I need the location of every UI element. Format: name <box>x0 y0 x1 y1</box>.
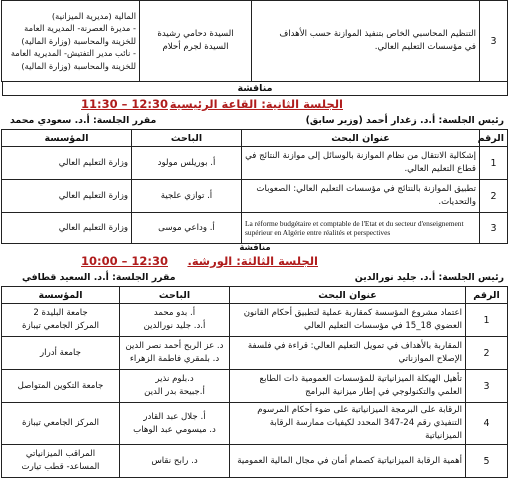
institution-cell <box>2 445 120 478</box>
row-number: 1 <box>466 304 508 337</box>
institution-line: للخزينة والمحاسبة (وزارة المالية) <box>21 35 136 46</box>
researcher-cell <box>140 1 252 82</box>
researcher-name: د.بلوم نذير <box>155 374 194 384</box>
institution-name: جامعة أدرار <box>2 337 120 370</box>
discussion-label: مناقشة <box>239 243 271 253</box>
row-number: 3 <box>480 1 508 82</box>
researcher-cell <box>120 370 230 403</box>
researcher-name: أ. جلال عبد القادر <box>143 411 206 422</box>
institution-line: - نائب مدير التفتيش- المديرية العامة <box>10 48 136 59</box>
paper-title-line: في مؤسسات التعليم العالي. <box>374 42 476 52</box>
researcher-name: د. بلمقري فاطمة الزهراء <box>129 354 220 364</box>
paper-title: الرقابة على البرمجة الميزانياتية على ضوء أحكام المرسوم التنفيذي رقم 24-347 المحدد لكيفيات ممارسة الرقابة الميزانياتية <box>230 403 466 445</box>
paper-title: إشكالية الانتقال من نظام الموازنة بالوسائل إلى موازنة النتائج في قطاع التعليم العالي. <box>242 147 480 180</box>
paper-title: أهمية الرقابة الميزانياتية كصمام أمان في مجال المالية العمومية <box>230 445 466 478</box>
row-number: 2 <box>466 337 508 370</box>
table-row <box>2 370 508 403</box>
session3-chairs <box>2 270 508 286</box>
header-institution: المؤسسة <box>2 287 120 304</box>
institution-name: وزارة التعليم العالي <box>2 213 132 244</box>
researcher-name: أ. بدو محمد <box>153 308 196 318</box>
researcher-name: أ.جبيحة بدر الدين <box>144 387 205 397</box>
institution-cell <box>2 1 140 82</box>
session2-time: 11:30 – 12:30 <box>81 97 168 111</box>
header-num: الرقم <box>480 130 508 147</box>
institution-line: للخزينة والمحاسبة (وزارة المالية) <box>21 60 136 71</box>
header-researcher: الباحث <box>120 287 230 304</box>
table-row <box>2 180 508 213</box>
table-row <box>2 337 508 370</box>
institution-line: المساعد- قطب تيارت <box>21 462 100 472</box>
table-row <box>2 147 508 180</box>
institution-name: وزارة التعليم العالي <box>2 147 132 180</box>
session3-title: الجلسة الثالثة: الورشة. <box>187 254 318 268</box>
researcher-name: أ.د. جليد نورالدين <box>143 321 206 331</box>
session2-rapporteur: مقرر الجلسة: أ.د. سعودي محمد <box>10 115 157 126</box>
institution-name: جامعة التكوين المتواصل <box>2 370 120 403</box>
discussion-label: مناقشة <box>2 82 508 96</box>
session2-title: الجلسة الثانية: القاعة الرئيسية <box>169 97 343 111</box>
table-header-row <box>2 287 508 304</box>
researcher-name: أ. توازي علجية <box>132 180 242 213</box>
paper-title: اعتماد مشروع المؤسسة كمقاربة عملية لتطبيق أحكام القانون العضوي 18_15 في مؤسسات التعليم العالي <box>230 304 466 337</box>
researcher-name: أ. بوريلس مولود <box>132 147 242 180</box>
header-institution: المؤسسة <box>2 130 132 147</box>
institution-line: - مديرة العصرنة- المديرية العامة <box>24 23 136 34</box>
paper-title-line: التنظيم المحاسبي الخاص بتنفيذ الموازنة حسب الأهداف <box>279 29 476 39</box>
institution-line: المالية (مديرية الميزانية) <box>51 10 136 21</box>
institution-cell <box>2 304 120 337</box>
institution-line: المركز الجامعي تيبازة <box>22 321 99 331</box>
paper-title: La réforme budgétaire et comptable de l'Etat et du secteur d'enseignement supérieur en Algérie entre réalités et perspectives <box>242 213 480 244</box>
researcher-name: د. ميسومي عبد الوهاب <box>133 424 216 435</box>
row-number: 2 <box>480 180 508 213</box>
header-num: الرقم <box>466 287 508 304</box>
table-header-row <box>2 130 508 147</box>
paper-title: المقاربة بالأهداف في تمويل التعليم العالي: قراءة في فلسفة الإصلاح الموازناتي <box>230 337 466 370</box>
session3-header <box>2 253 508 270</box>
researcher-cell <box>120 337 230 370</box>
table-row <box>2 1 508 82</box>
researcher-name: د. رابح نقاس <box>120 445 230 478</box>
session3-rapporteur: مقرر الجلسة: أ.د. السعيد قطافي <box>22 272 176 283</box>
paper-title <box>252 1 480 82</box>
session3-chair: رئيس الجلسة: أ.د. جليد نورالدين <box>354 272 504 283</box>
table-row <box>2 445 508 478</box>
researcher-name: السيدة دحامي رشيدة <box>157 29 234 39</box>
row-number: 1 <box>480 147 508 180</box>
row-number: 3 <box>480 213 508 244</box>
table-row <box>2 304 508 337</box>
table-row <box>2 403 508 445</box>
session3-table <box>1 286 508 478</box>
session3-time: 10:00 – 12:30 <box>81 254 168 268</box>
researcher-name: أ. وداعي موسى <box>132 213 242 244</box>
researcher-cell <box>120 403 230 445</box>
conference-program-page <box>2 0 508 472</box>
session2-table <box>1 129 508 244</box>
institution-line: المراقب الميزانياتي <box>25 449 96 459</box>
row-number: 3 <box>466 370 508 403</box>
table-row <box>2 213 508 244</box>
institution-line: جامعة البليدة 2 <box>33 308 88 318</box>
row-number: 5 <box>466 445 508 478</box>
institution-name: وزارة التعليم العالي <box>2 180 132 213</box>
paper-title: تأهيل الهيكلة الميزانياتية للمؤسسات العمومية ذات الطابع العلمي والتكنولوجي في إطار ميزانية البرامج <box>230 370 466 403</box>
session1-continuation-table <box>1 0 508 82</box>
header-researcher: الباحث <box>132 130 242 147</box>
session2-chairs <box>2 113 508 129</box>
paper-title: تطبيق الموازنة بالنتائج في مؤسسات التعليم العالي: الصعوبات والتحديات. <box>242 180 480 213</box>
researcher-name: د. عز الربح أحمد نصر الدين <box>125 341 224 351</box>
session2-header <box>2 96 508 113</box>
researcher-name: السيدة لجرم أحلام <box>162 42 229 52</box>
session2-chair: رئيس الجلسة: أ.د. زغدار أحمد (وزير سابق) <box>305 115 504 126</box>
institution-name: المركز الجامعي تيبازة <box>2 403 120 445</box>
researcher-cell <box>120 304 230 337</box>
header-title: عنوان البحث <box>230 287 466 304</box>
row-number: 4 <box>466 403 508 445</box>
header-title: عنوان البحث <box>242 130 480 147</box>
